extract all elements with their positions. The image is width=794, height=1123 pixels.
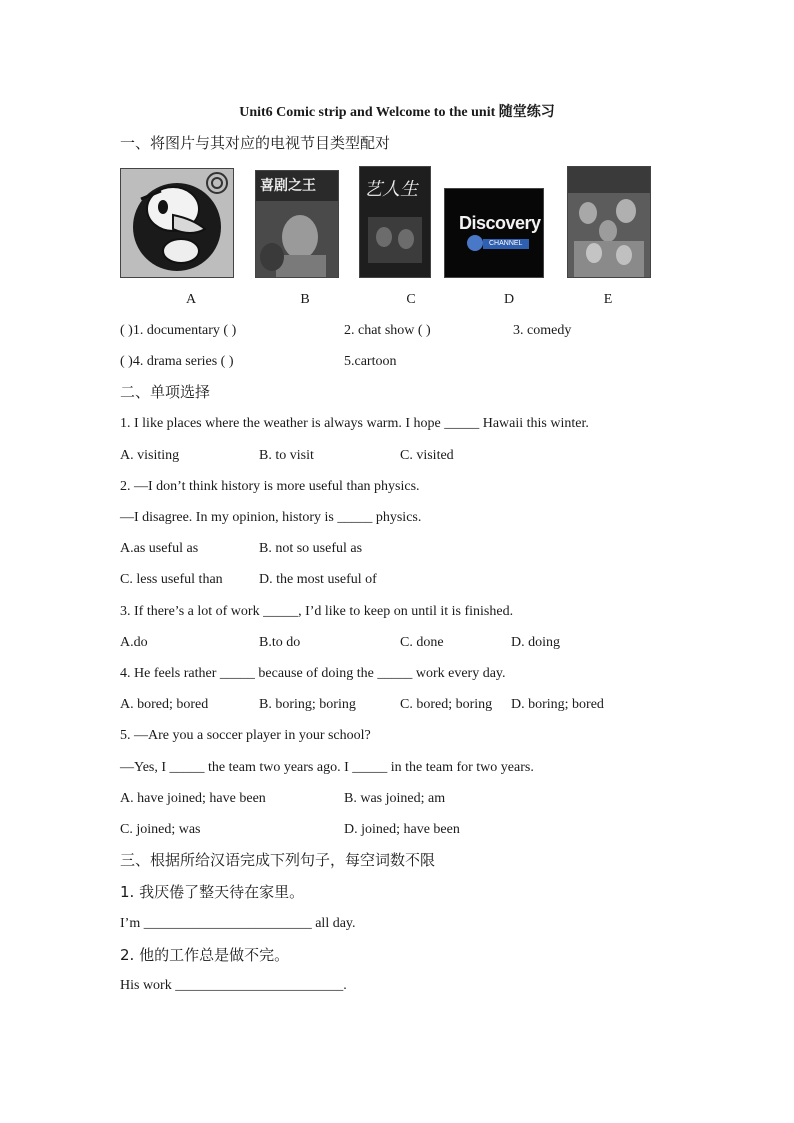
page-title xyxy=(0,103,794,122)
discovery-channel-text: CHANNEL xyxy=(489,240,523,247)
question-2-option-c[interactable]: C. less useful than xyxy=(120,572,223,587)
question-2-option-b[interactable]: B. not so useful as xyxy=(259,541,363,556)
match-item-2[interactable]: 2. chat show ( ) xyxy=(344,323,431,338)
match-item-4[interactable]: ( )4. drama series ( ) xyxy=(120,354,234,369)
question-5-option-d[interactable]: D. joined; have been xyxy=(344,822,460,837)
question-3-stem: 3. If there’s a lot of work _____, I’d like to keep on until it is finished. xyxy=(120,604,514,619)
question-5-stem: 5. —Are you a soccer player in your school? xyxy=(120,728,371,743)
question-5-stem-2: —Yes, I _____ the team two years ago. I _____ in the team for two years. xyxy=(120,760,534,775)
question-3-option-d[interactable]: D. doing xyxy=(511,635,560,650)
section1-heading: 一、将图片与其对应的电视节目类型配对 xyxy=(120,134,391,152)
picture-b-label: B xyxy=(300,292,310,307)
question-2-stem: 2. —I don’t think history is more useful than physics. xyxy=(120,479,420,494)
picture-b-comedy xyxy=(255,170,339,278)
cartoon-duck-icon xyxy=(121,169,233,277)
title-chinese: 随堂练习 xyxy=(498,104,555,120)
question-4-option-d[interactable]: D. boring; bored xyxy=(511,697,604,712)
translation-1-sentence xyxy=(120,915,356,933)
question-2-option-a[interactable]: A.as useful as xyxy=(120,541,199,556)
question-1-option-b[interactable]: B. to visit xyxy=(259,448,314,463)
match-item-3: 3. comedy xyxy=(513,323,572,338)
question-2-stem-2: —I disagree. In my opinion, history is _____ physics. xyxy=(120,510,422,525)
question-2-option-d[interactable]: D. the most useful of xyxy=(259,572,377,587)
question-3-option-b[interactable]: B.to do xyxy=(259,635,301,650)
question-5-option-c[interactable]: C. joined; was xyxy=(120,822,201,837)
question-4-option-c[interactable]: C. bored; boring xyxy=(400,697,493,712)
question-3-option-a[interactable]: A.do xyxy=(120,635,148,650)
picture-d-label: D xyxy=(503,292,515,307)
picture-c-label: C xyxy=(406,292,416,307)
chat-show-poster-text: 艺人生 xyxy=(364,179,418,200)
section3-heading: 三、根据所给汉语完成下列句子，每空词数不限 xyxy=(120,851,436,869)
title-english: Unit6 Comic strip and Welcome to the unit xyxy=(239,105,496,120)
translation-1-start: I’m xyxy=(120,916,141,931)
picture-a-label: A xyxy=(185,292,197,307)
section2-heading: 二、单项选择 xyxy=(120,383,211,401)
match-item-5: 5.cartoon xyxy=(344,354,397,369)
question-3-option-c[interactable]: C. done xyxy=(400,635,444,650)
question-4-option-a[interactable]: A. bored; bored xyxy=(120,697,209,712)
question-4-option-b[interactable]: B. boring; boring xyxy=(259,697,356,712)
drama-series-poster-icon xyxy=(568,167,650,277)
translation-2-start: His work xyxy=(120,978,172,993)
question-5-option-a[interactable]: A. have joined; have been xyxy=(120,791,266,806)
translation-1-chinese: 1. 我厌倦了整天待在家里。 xyxy=(120,883,305,901)
question-1-stem: 1. I like places where the weather is always warm. I hope _____ Hawaii this winter. xyxy=(120,416,589,431)
question-5-option-b[interactable]: B. was joined; am xyxy=(344,791,446,806)
translation-1-end: all day. xyxy=(315,916,356,931)
translation-1-blank[interactable]: ________________________ xyxy=(143,916,312,931)
picture-a-cartoon xyxy=(120,168,234,278)
translation-2-sentence xyxy=(120,977,347,995)
question-1-option-c[interactable]: C. visited xyxy=(400,448,454,463)
discovery-logo-text: Discovery xyxy=(459,213,541,233)
picture-e-label: E xyxy=(603,292,613,307)
picture-c-chat-show xyxy=(359,166,431,278)
picture-d-documentary xyxy=(444,188,544,278)
question-1-option-a[interactable]: A. visiting xyxy=(120,448,180,463)
translation-2-end: . xyxy=(343,978,347,993)
question-4-stem: 4. He feels rather _____ because of doing the _____ work every day. xyxy=(120,666,506,681)
match-item-1[interactable]: ( )1. documentary ( ) xyxy=(120,323,237,338)
translation-2-blank[interactable]: ________________________ xyxy=(175,978,344,993)
translation-2-chinese: 2. 他的工作总是做不完。 xyxy=(120,946,290,964)
comedy-poster-text: 喜剧之王 xyxy=(260,178,316,194)
picture-e-drama-series xyxy=(567,166,651,278)
